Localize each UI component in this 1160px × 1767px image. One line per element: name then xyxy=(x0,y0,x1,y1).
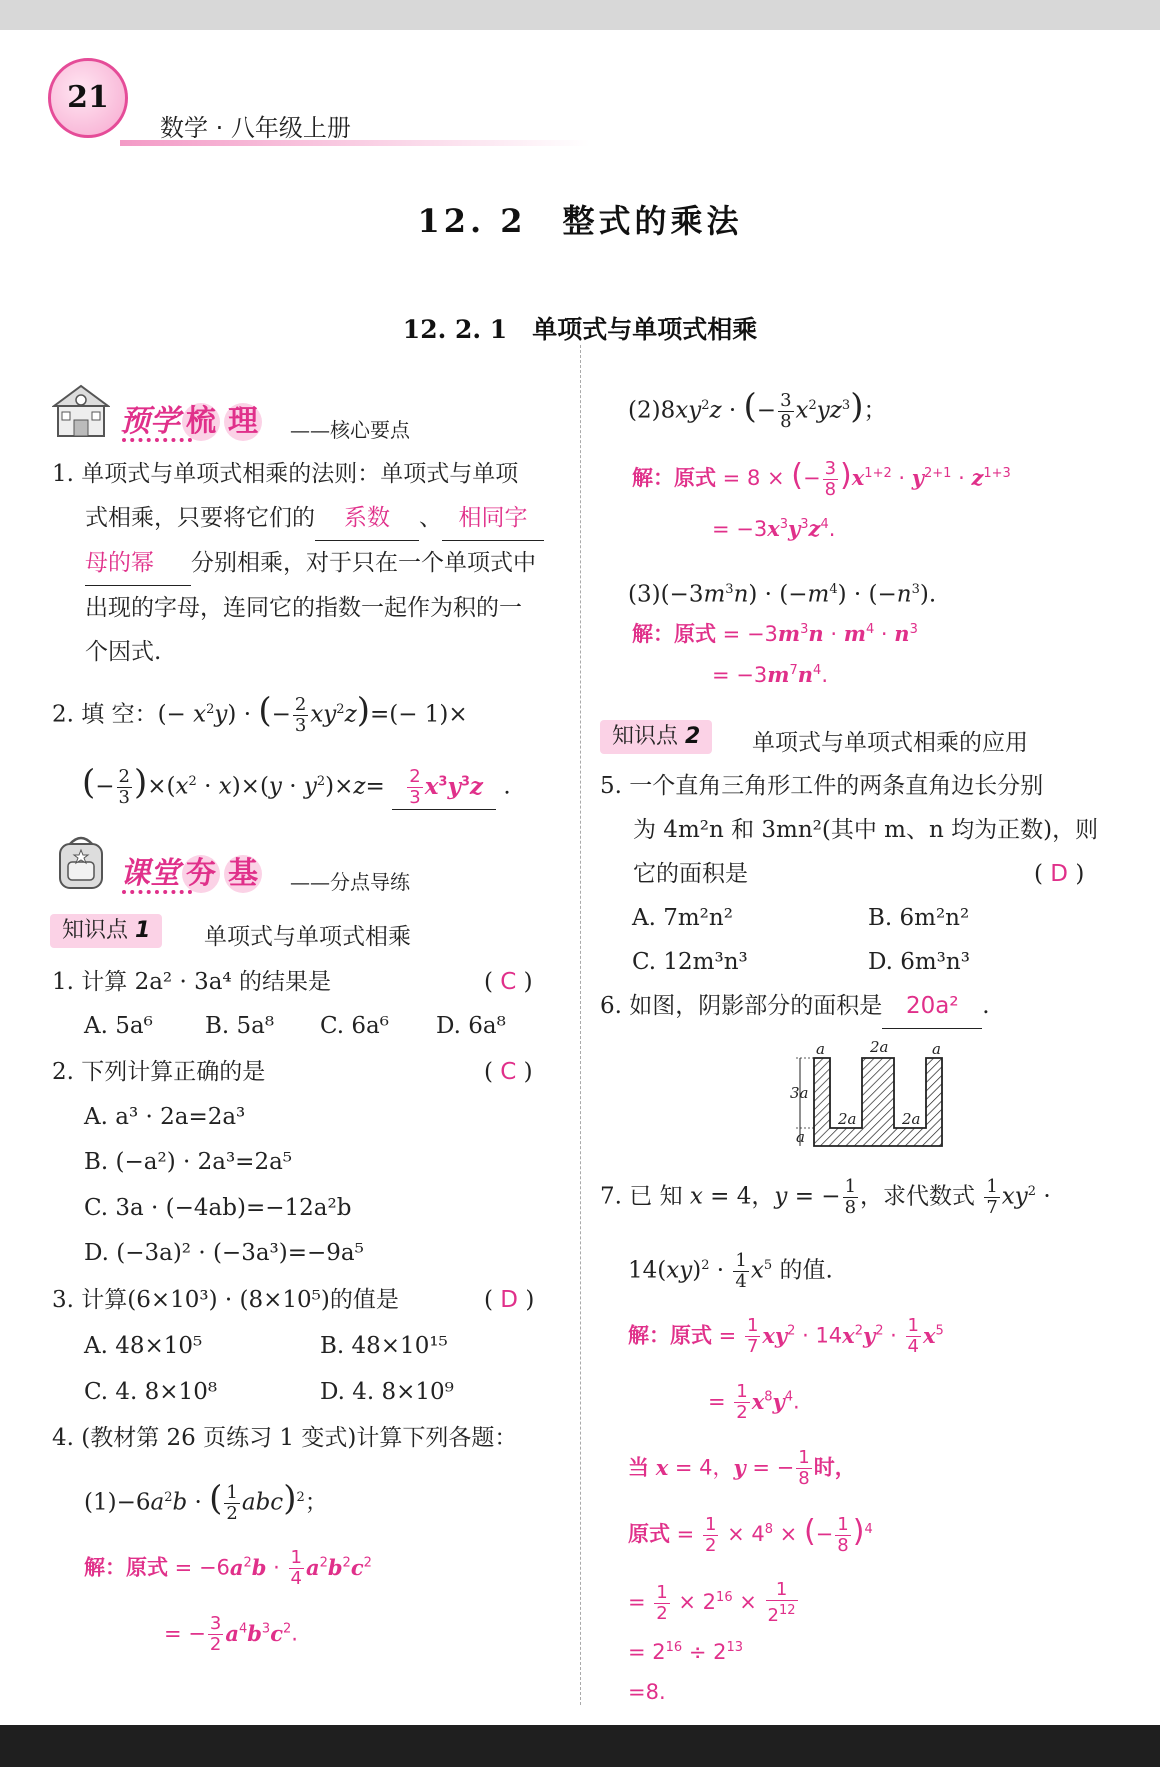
fig-label-a-left: a xyxy=(816,1040,825,1058)
question-4: 4. (教材第 26 页练习 1 变式)计算下列各题： xyxy=(52,1425,518,1451)
q7-solution-line6: = $2^{16} \div 2^{13}$ xyxy=(628,1640,744,1664)
q5-option-a: A. 7m²n² xyxy=(632,905,733,931)
fig-label-2a-top: 2a xyxy=(870,1038,889,1056)
fig-label-a-right: a xyxy=(932,1040,941,1058)
preview-q1: 1. 单项式与单项式相乘的法则：单项式与单项 式相乘，只要将它们的 系数 、 相同字 母的幂 分别相乘，对于只在一个单项式中 出现的字母，连同它的指数一起作为积的一 个因式. xyxy=(52,452,572,674)
question-2-answer: ( C ) xyxy=(484,1059,533,1085)
knowledge-title-2: 单项式与单项式相乘的应用 xyxy=(752,730,1028,756)
q7-solution-line1: 解：原式 = $\frac{1}{7}$ $xy^2 \cdot 14x^2y^2$ · $\frac{1}{4}$ $x^5$ xyxy=(628,1315,944,1357)
knowledge-badge-2: 知识点 2 xyxy=(600,720,712,754)
book-title: 数学 · 八年级上册 xyxy=(160,114,351,142)
q4-1-solution-line2: = − $\frac{3}{2}$ $a^4b^3c^2$. xyxy=(164,1613,298,1655)
q3-option-d: D. 4. 8×10⁹ xyxy=(320,1379,454,1405)
q1-option-d: D. 6a⁸ xyxy=(436,1013,506,1039)
q4-part-3: $(3)(-3m^3n) \cdot (-m^4) \cdot (-n^3)$. xyxy=(628,581,937,608)
knowledge-badge-1: 知识点 1 xyxy=(50,914,162,948)
q2-option-d: D. (−3a)² · (−3a³)=−9a⁵ xyxy=(84,1240,364,1266)
q5-option-b: B. 6m²n² xyxy=(868,905,970,931)
q2-option-b: B. (−a²) · 2a³=2a⁵ xyxy=(84,1149,293,1175)
class-dots xyxy=(122,890,192,898)
question-1-answer: ( C ) xyxy=(484,969,533,995)
q1-option-c: C. 6a⁶ xyxy=(320,1013,389,1039)
fig-label-3a: 3a xyxy=(790,1084,809,1102)
question-5-answer: ( D ) xyxy=(1034,861,1085,887)
column-divider xyxy=(580,345,581,1705)
q5-option-d: D. 6m³n³ xyxy=(868,949,970,975)
preview-q2-line2: (− $\frac{2}{3}$ )$\times(x^2 \cdot x)\times(y \cdot y^2)\times z=$ $\frac{2}{3}$ $x^3y^3z$ . xyxy=(82,760,582,810)
q5-option-c: C. 12m³n³ xyxy=(632,949,748,975)
question-5: 5. 一个直角三角形工件的两条直角边长分别 为 4m²n 和 3mn²(其中 m、n 均为正数)，则 它的面积是 xyxy=(600,773,1099,887)
q7-solution-line5: = $\frac{1}{2}$ × $2^{16}$ × $\frac{1}{2^{12}}$ xyxy=(628,1579,796,1626)
fig-label-2a-right-gap: 2a xyxy=(902,1110,921,1128)
q1-option-b: B. 5a⁸ xyxy=(205,1013,275,1039)
backpack-icon xyxy=(50,830,112,892)
q7-solution-line4: 原式 = $\frac{1}{2}$ × $4^8$ × (− $\frac{1}{8}$ )$^4$ xyxy=(628,1513,873,1556)
q2-option-c: C. 3a · (−4ab)=−12a²b xyxy=(84,1195,352,1221)
question-3: 3. 计算(6×10³) · (8×10⁵)的值是 xyxy=(52,1287,399,1313)
q7-solution-line7: =8. xyxy=(628,1680,666,1704)
q4-part-1: $(1)-6a^2b$ · ( $\frac{1}{2}$ abc)$^2$； xyxy=(84,1478,328,1525)
question-6: 6. 如图，阴影部分的面积是 20a² . xyxy=(600,984,990,1029)
q4-1-solution-line1: 解：原式 = $-6a^2b$ · $\frac{1}{4}$ $a^2b^2c^2$ xyxy=(84,1547,372,1589)
knowledge-title-1: 单项式与单项式相乘 xyxy=(204,924,411,950)
preview-title: 预学 梳 理 xyxy=(120,396,264,441)
preview-q2: 2. 填 空：(− $x^2y$) · (− $\frac{2}{3}$ $xy^2z)=(- 1)\times$ xyxy=(52,690,468,737)
q3-option-a: A. 48×10⁵ xyxy=(84,1333,203,1359)
page-number: 21 xyxy=(67,80,109,115)
q1-option-a: A. 5a⁶ xyxy=(84,1013,153,1039)
fig-label-a-bottom: a xyxy=(796,1128,805,1146)
q2-option-a: A. a³ · 2a=2a³ xyxy=(84,1104,246,1130)
q3-option-c: C. 4. 8×10⁸ xyxy=(84,1379,218,1405)
bottom-bar xyxy=(0,1725,1160,1767)
q7-solution-line2: = $\frac{1}{2}$ $x^8y^4$. xyxy=(708,1381,800,1423)
top-bar xyxy=(0,0,1160,30)
q4-3-solution-line1: 解：原式 = $-3m^3n \cdot m^4 \cdot n^3$ xyxy=(632,621,918,646)
chapter-title: 12. 2 整式的乘法 xyxy=(417,202,743,240)
q7-solution-line3: 当 x = 4，y = − $\frac{1}{8}$ 时， xyxy=(628,1447,856,1489)
class-subtitle: ——分点导练 xyxy=(290,870,410,894)
question-7-line2: 14(xy)$^2$ · $\frac{1}{4}$ $x^5$ 的值. xyxy=(628,1250,833,1293)
fig-label-2a-left-gap: 2a xyxy=(838,1110,857,1128)
q3-option-b: B. 48×10¹⁵ xyxy=(320,1333,448,1359)
class-title: 课堂 夯 基 xyxy=(120,848,264,893)
q4-3-solution-line2: = $-3m^7n^4$. xyxy=(712,662,828,687)
question-2: 2. 下列计算正确的是 xyxy=(52,1059,266,1085)
q4-part-2: $(2)8xy^2z$ · (− $\frac{3}{8}$ $x^2yz^3$)； xyxy=(628,386,887,433)
question-7: 7. 已 知 x = 4，y = − $\frac{1}{8}$ ，求代数式 $\frac{1}{7}$ $xy^2$ · xyxy=(600,1176,1051,1219)
section-title: 12. 2. 1 单项式与单项式相乘 xyxy=(402,315,758,344)
school-icon xyxy=(52,382,110,440)
preview-dots xyxy=(122,438,192,446)
preview-subtitle: ——核心要点 xyxy=(290,418,410,442)
q4-2-solution-line2: = $-3x^3y^3z^4$. xyxy=(712,516,836,541)
question-3-answer: ( D ) xyxy=(484,1287,535,1313)
question-1: 1. 计算 2a² · 3a⁴ 的结果是 xyxy=(52,969,331,995)
q4-2-solution-line1: 解：原式 = 8 × (− $\frac{3}{8}$ )$x^{1+2} \cdot y^{2+1} \cdot z^{1+3}$ xyxy=(632,457,1011,500)
